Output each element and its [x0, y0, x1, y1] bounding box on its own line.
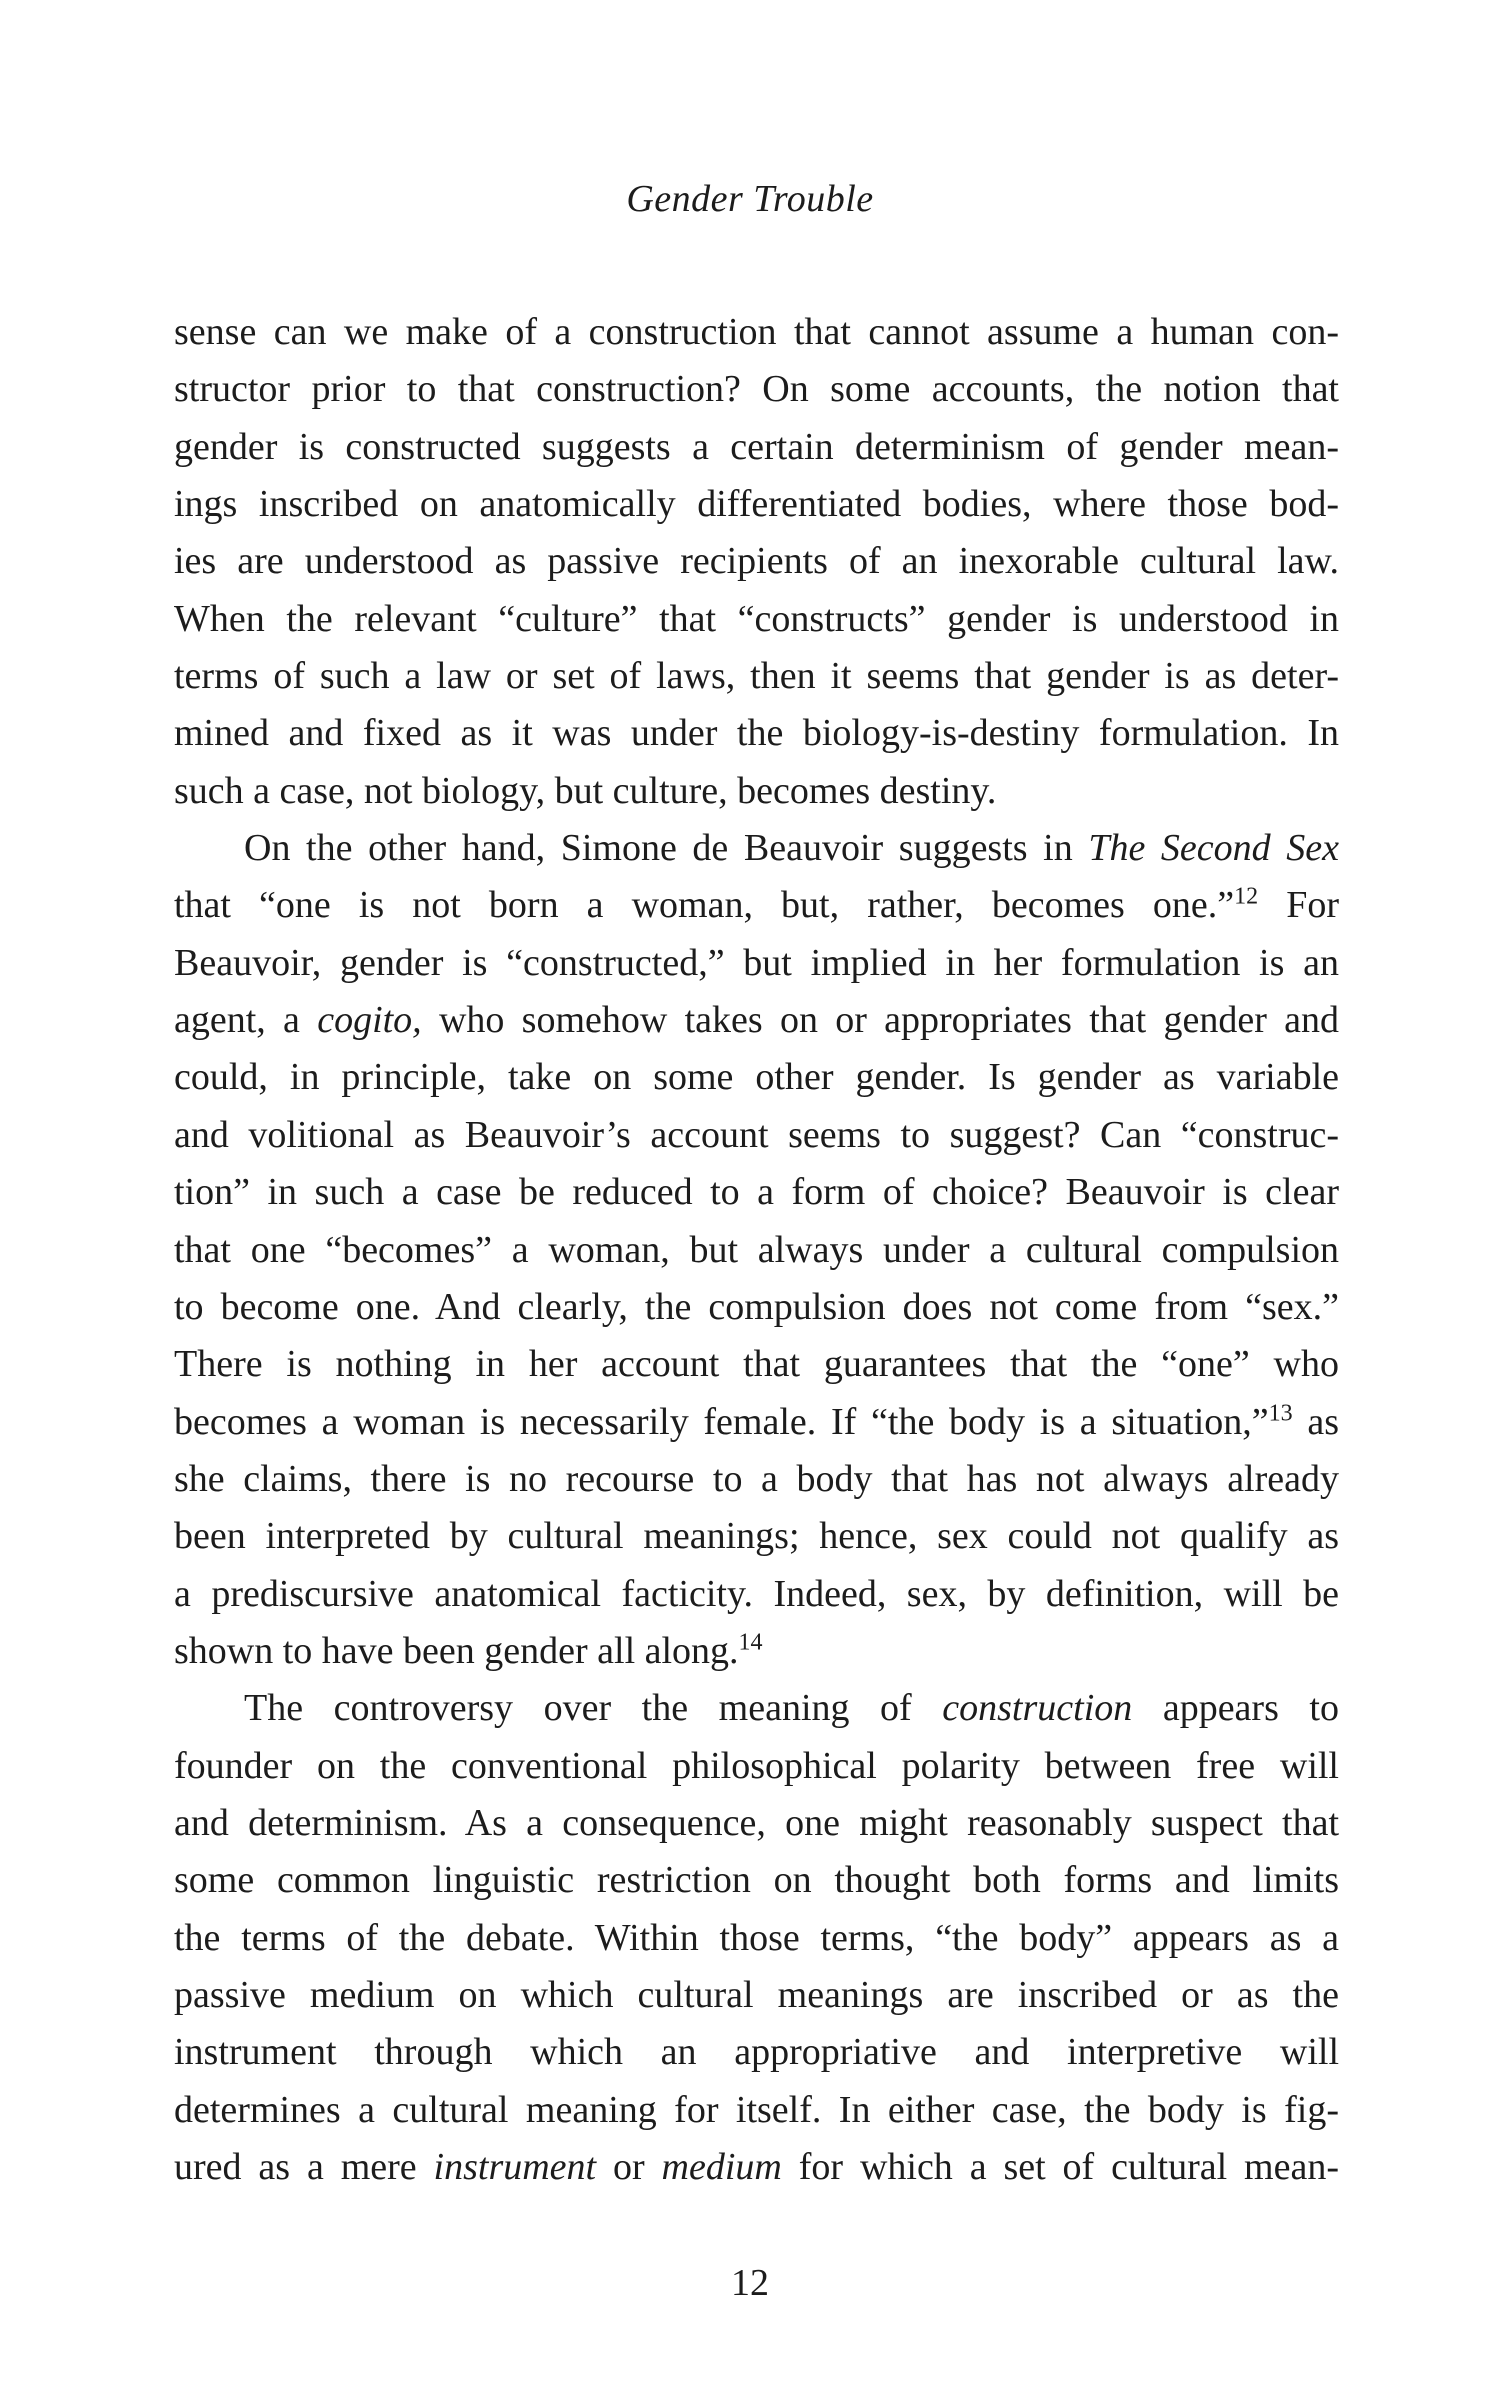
text-line: Beauvoir, gender is “constructed,” but implied in her formulation is an [174, 941, 1339, 984]
text-line: she claims, there is no recourse to a body that has not always already [174, 1457, 1339, 1500]
body-text [174, 304, 1339, 2196]
text-line: ings inscribed on anatomically differentiated bodies, where those bod- [174, 483, 1339, 526]
text-run: for which a set of cultural mean- [781, 2146, 1339, 2188]
text-run: For [1258, 884, 1339, 927]
text-line: passive medium on which cultural meanings are inscribed or as the [174, 1973, 1339, 2016]
text-line [174, 1623, 1339, 1680]
text-line [174, 1394, 1339, 1451]
text-line: tion” in such a case be reduced to a form of choice? Beauvoir is clear [174, 1171, 1339, 1214]
footnote-ref-12[interactable]: 12 [1234, 883, 1259, 910]
text-line: gender is constructed suggests a certain determinism of gender mean- [174, 425, 1339, 468]
italic-title: The Second Sex [1088, 827, 1339, 870]
footnote-ref-13[interactable]: 13 [1268, 1399, 1293, 1426]
text-run: as [1292, 1400, 1340, 1443]
italic-term: cogito, [317, 999, 422, 1042]
text-line: sense can we make of a construction that cannot assume a human con- [174, 311, 1339, 353]
text-line: founder on the conventional philosophical polarity between free will [174, 1744, 1339, 1787]
text-line-paragraph-start [174, 1680, 1339, 1737]
text-line: and determinism. As a consequence, one might reasonably suspect that [174, 1801, 1339, 1844]
running-head: Gender Trouble [626, 178, 874, 220]
text-run: On the other hand, Simone de Beauvoir suggests in [244, 827, 1089, 870]
text-run: The controversy over the meaning of [244, 1687, 943, 1730]
text-run: shown to have been gender all along. [174, 1629, 739, 1672]
text-line: structor prior to that construction? On some accounts, the notion that [174, 368, 1339, 411]
text-line: the terms of the debate. Within those terms, “the body” appears as a [174, 1916, 1339, 1959]
text-line: to become one. And clearly, the compulsion does not come from “sex.” [174, 1285, 1339, 1328]
text-run: ured as a mere [174, 2146, 434, 2188]
text-line: instrument through which an appropriative and interpretive will [174, 2031, 1339, 2074]
footnote-ref-14[interactable]: 14 [738, 1629, 763, 1656]
text-line: terms of such a law or set of laws, then it seems that gender is as deter- [174, 655, 1339, 698]
text-line [174, 2139, 1339, 2196]
text-line: There is nothing in her account that guarantees that the “one” who [174, 1343, 1339, 1386]
text-line: such a case, not biology, but culture, becomes destiny. [174, 769, 997, 812]
text-run: or [596, 2146, 662, 2188]
text-run: that “one is not born a woman, but, rather, becomes one.” [174, 884, 1235, 927]
text-line: mined and fixed as it was under the biology-is-destiny formulation. In [174, 712, 1339, 755]
text-line: determines a cultural meaning for itself. In either case, the body is fig- [174, 2088, 1339, 2131]
text-run: becomes a woman is necessarily female. If “the body is a situation,” [174, 1400, 1269, 1443]
text-line [174, 992, 1339, 1049]
italic-term: instrument [433, 2146, 597, 2188]
text-line [174, 877, 1339, 934]
text-line: that one “becomes” a woman, but always under a cultural compulsion [174, 1228, 1339, 1271]
text-line-paragraph-start [174, 820, 1339, 877]
text-line: and volitional as Beauvoir’s account seems to suggest? Can “construc- [174, 1113, 1339, 1156]
text-line: a prediscursive anatomical facticity. Indeed, sex, by definition, will be [174, 1572, 1339, 1615]
text-line: some common linguistic restriction on thought both forms and limits [174, 1859, 1339, 1902]
text-run: appears to [1132, 1687, 1339, 1730]
text-run: who somehow takes on or appropriates that gender and [421, 999, 1340, 1042]
text-run: agent, a [174, 999, 318, 1042]
text-line: When the relevant “culture” that “constructs” gender is understood in [174, 597, 1339, 640]
text-line: been interpreted by cultural meanings; hence, sex could not qualify as [174, 1515, 1339, 1558]
italic-term: medium [661, 2146, 782, 2188]
text-line: ies are understood as passive recipients of an inexorable cultural law. [174, 540, 1339, 583]
page-number: 12 [731, 2262, 769, 2304]
text-line: could, in principle, take on some other gender. Is gender as variable [174, 1056, 1339, 1099]
italic-term: construction [942, 1687, 1133, 1730]
